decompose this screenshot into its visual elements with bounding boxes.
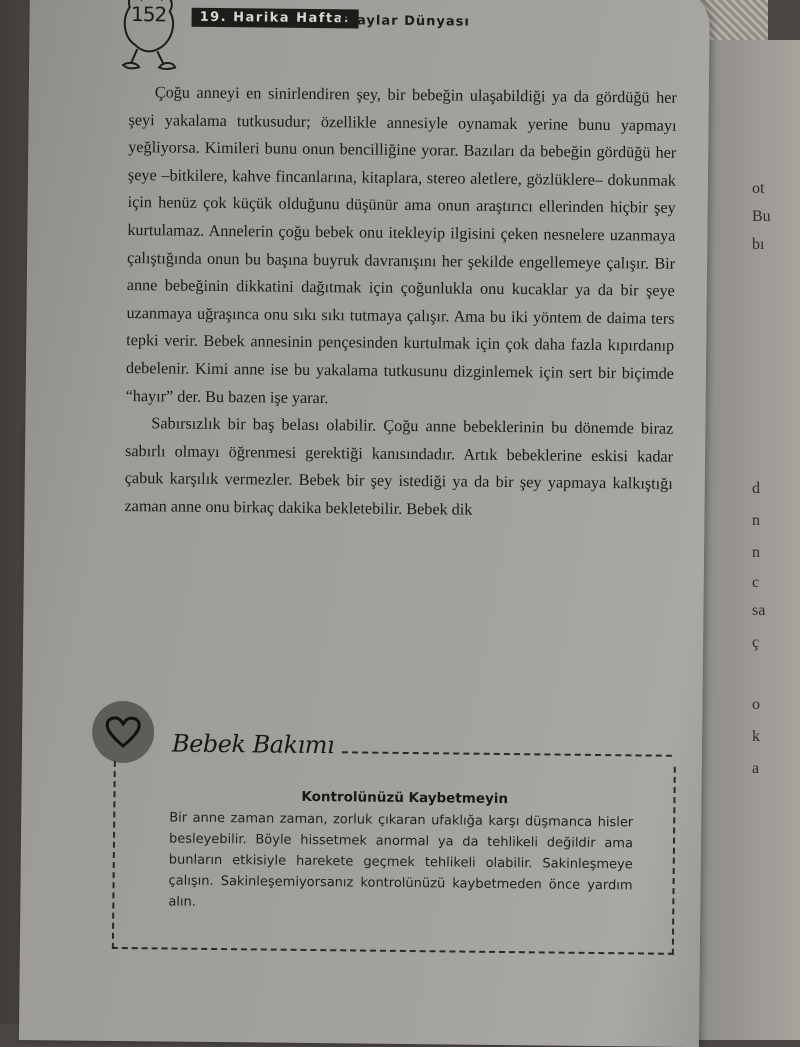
- tip-heading: Kontrolünüzü Kaybetmeyin: [301, 788, 509, 808]
- next-page-fragment: o: [752, 696, 760, 713]
- next-page-fragment: ç: [752, 634, 760, 651]
- next-page-fragment: bı: [752, 236, 765, 253]
- care-box: [90, 701, 673, 957]
- next-page-fragment: n: [752, 512, 760, 529]
- next-page-fragment: k: [752, 728, 760, 745]
- heart-icon: [105, 716, 141, 748]
- care-box-title: Bebek Bakımı: [171, 729, 335, 760]
- next-page-fragment: sa: [752, 602, 766, 619]
- next-page-fragment: c: [752, 574, 760, 591]
- paragraph: Sabırsızlık bir baş belası olabilir. Çoğu anne bebeklerinin bu dönemde biraz sabırlı olmayı öğrenmesi gerektiği kanısındadır. Artık bebeklerine eskisi kadar çabuk karşılık vermezler. Bebek bir şey istediği ya da bir şey yapmaya kalkıştığı zaman anne onu birkaç dakika bekletebilir. Bebek dik: [124, 414, 674, 519]
- next-page-fragment: d: [752, 480, 760, 497]
- heart-badge: [92, 701, 155, 764]
- chapter-title: Olaylar Dünyası: [339, 13, 470, 30]
- next-page-fragment: a: [752, 760, 760, 777]
- paragraph: Çoğu anneyi en sinirlendiren şey, bir bebeğin ulaşabildiği ya da gördüğü her şeyi yakalama tutkusudur; özellikle annesiyle oynamak yerine bunu yapmayı yeğliyorsa. Kimileri bunu onun bencilliğine yorar. Bazıları da bebeğin gördüğü her şeye –bitkilere, kahve fincanlarına, kitaplara, stereo aletlere, gözlüklere– dokunmak için henüz çok küçük olduğunu düşünür ama onun araştırıcı ellerinden hiçbir şey kurtulamaz. Annelerin çoğu bebek onu itekleyip ilgisini çeken nesnelere uzanmaya çalıştığında onun bu başına buyruk davranışını her şekilde engellemeye çalışır. Bir anne bebeğinin dikkatini dağıtmak için çoğunlukla onu kucaklar ya da bir şeye uzanmaya uğraşınca onu sıkı sıkı tutmaya çalışır. Ama bu iki yöntem de daima ters tepki verir. Bebek annesinin pençesinden kurtulmak için çok daha fazla kıpırdanıp debelenir. Kimi anne ise bu yakalama tutkusunu dizginlemek için sert bir biçimde “hayır” der. Bu bazen işe yarar.: [125, 83, 677, 407]
- next-page-fragment: n: [752, 544, 760, 561]
- tip-text: Bir anne zaman zaman, zorluk çıkaran ufaklığa karşı düşmanca hisler besleyebilir. Böyle hissetmek anormal ya da tehlikeli değildir ama bunların etkisiyle harekete geçmek tehlikeli olabilir. Sakinleşmeye çalışın. Sakinleşemiyorsanız kontrolünüzü kaybetmeden önce yardım alın.: [168, 810, 634, 910]
- body-text: [124, 79, 677, 526]
- page-number: 152: [130, 2, 167, 27]
- book-page: [19, 0, 710, 1047]
- dashed-divider: [342, 751, 672, 756]
- next-page-fragment: Bu: [752, 208, 771, 225]
- chapter-label: 19. Harika Hafta:: [192, 8, 359, 29]
- next-page-fragment: ot: [752, 180, 765, 197]
- page-header: [121, 0, 681, 37]
